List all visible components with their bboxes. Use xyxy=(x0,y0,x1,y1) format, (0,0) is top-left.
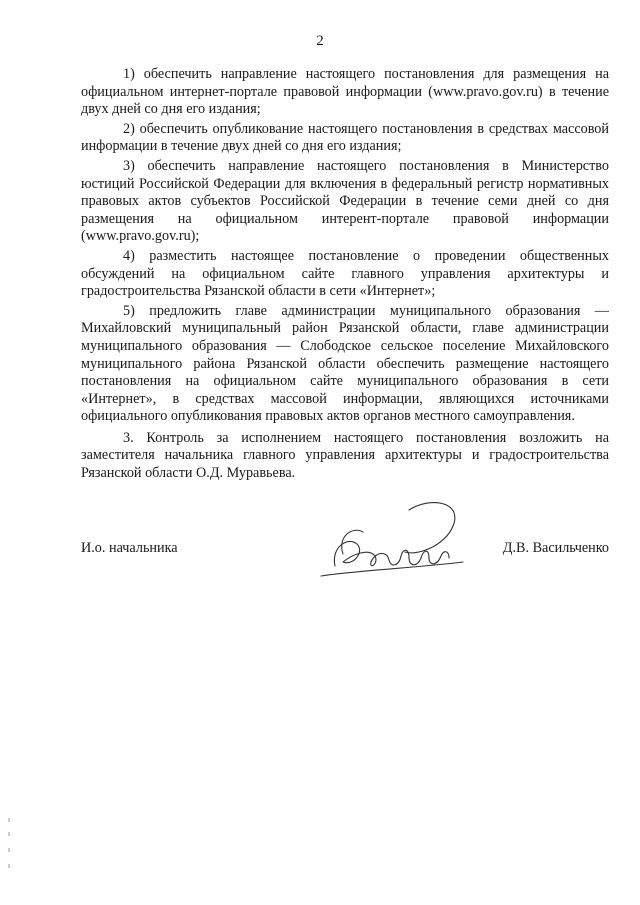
scan-edge-marks xyxy=(8,818,12,878)
paragraph-control: 3. Контроль за исполнением настоящего постановления возложить на заместителя начальника главного управления архитектуры и градостроительства Рязанской области О.Д. Муравьева. xyxy=(81,429,609,482)
page-number: 2 xyxy=(316,33,324,49)
paragraph-item-5: 5) предложить главе администрации муниципального образования — Михайловский муниципальный район Рязанской области, главе администрации муниципального образования — Слободское сельское поселение Михайловского муниципального района Рязанской области обеспечить размещение настоящего постановления на официальном сайте муниципального образования в сети «Интернет», в средствах массовой информации, являющихся источниками официального опубликования правовых актов органов местного самоуправления. xyxy=(81,302,609,425)
handwritten-signature xyxy=(313,496,473,586)
signatory-position: И.о. начальника xyxy=(81,540,178,556)
signatory-name: Д.В. Васильченко xyxy=(502,540,609,556)
paragraph-item-1: 1) обеспечить направление настоящего постановления для размещения на официальном интернет-портале правовой информации (www.pravo.gov.ru) в течение двух дней со дня его издания; xyxy=(81,66,609,118)
signature-block xyxy=(81,536,609,596)
paragraph-item-2: 2) обеспечить опубликование настоящего постановления в средствах массовой информации в течение двух дней со дня его издания; xyxy=(81,120,609,155)
paragraph-item-3: 3) обеспечить направление настоящего постановления в Министерство юстиций Российской Федерации для включения в федеральный регистр нормативных правовых актов субъектов Российской Федерации в течение семи дней со дня размещения на официальном интерент-портале правовой информации (www.pravo.gov.ru); xyxy=(81,157,609,245)
document-body xyxy=(81,66,609,485)
paragraph-item-4: 4) разместить настоящее постановление о проведении общественных обсуждений на официальном сайте главного управления архитектуры и градостроительства Рязанской области в сети «Интернет»; xyxy=(81,247,609,300)
